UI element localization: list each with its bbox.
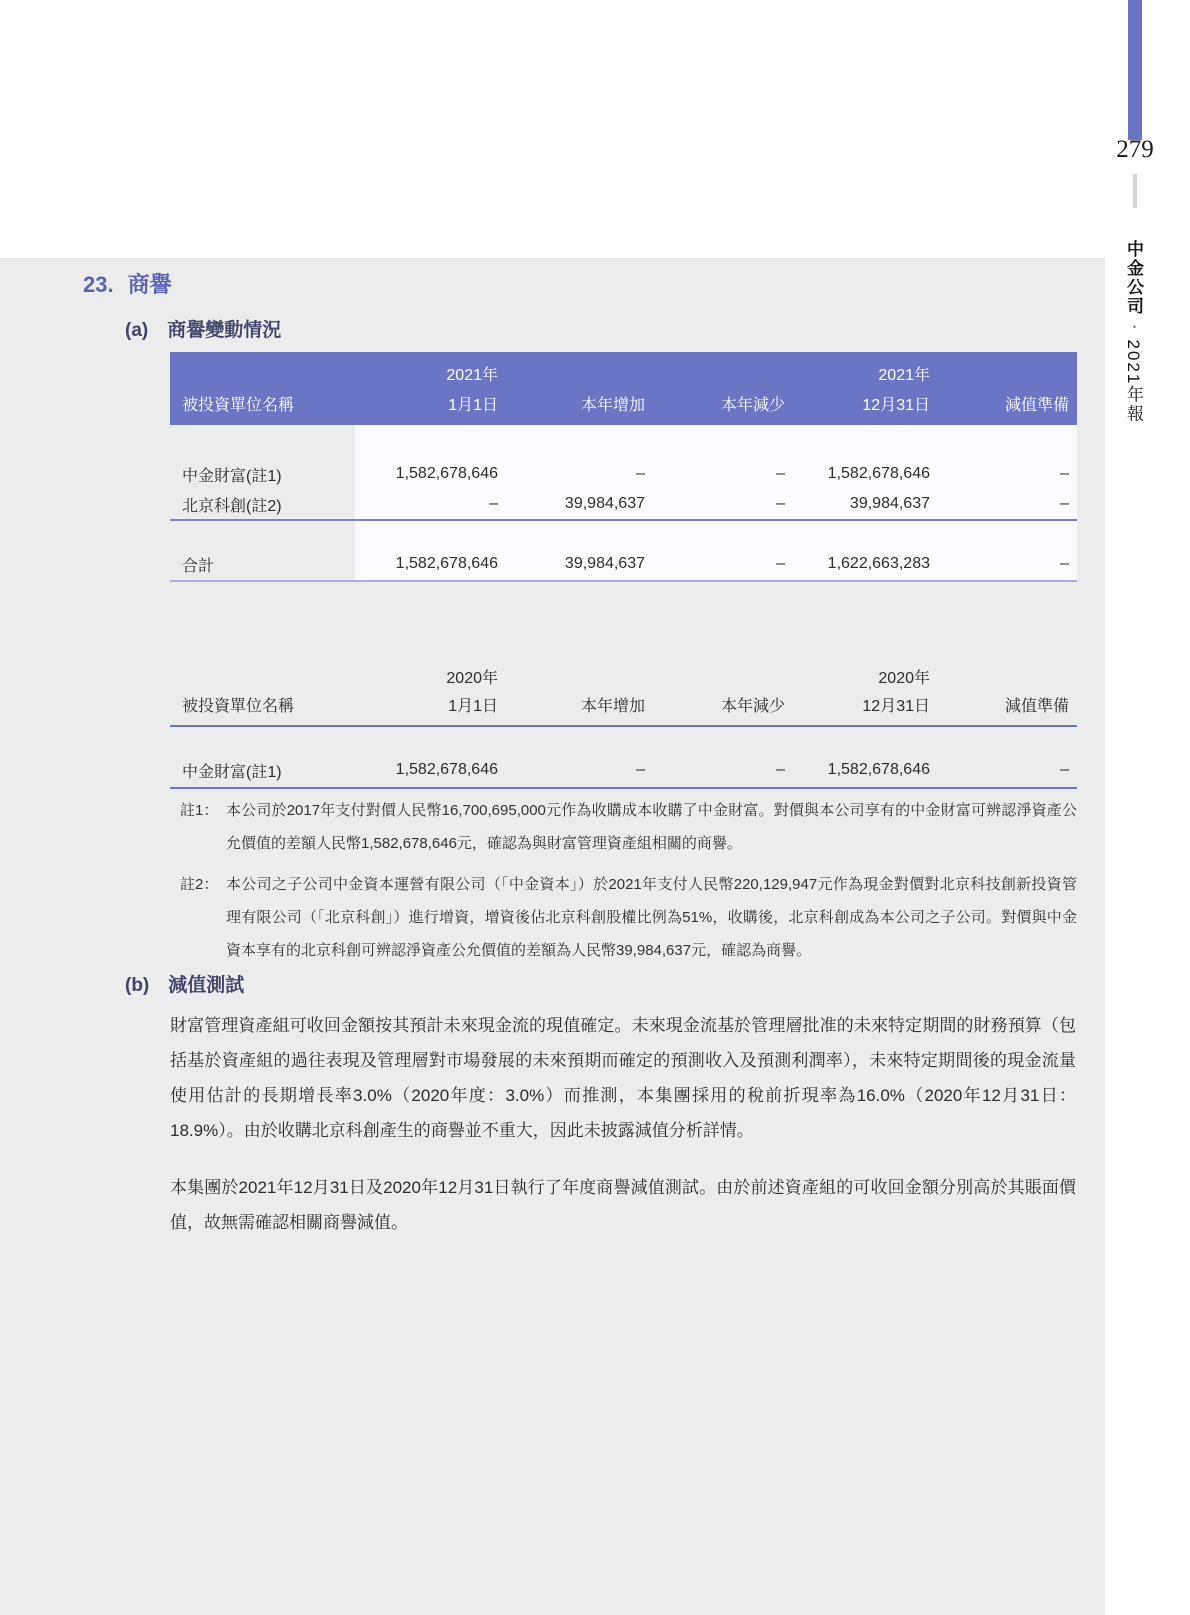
value-increase: – xyxy=(498,459,645,489)
total-impairment: – xyxy=(930,548,1077,581)
footnote-2-text: 本公司之子公司中金資本運營有限公司（「中金資本」）於2021年支付人民幣220,129,947元作為現金對價對北京科技創新投資管理有限公司（「北京科創」）進行增資，增資後佔北京科創股權比例為51%，收購後，北京科創成為本公司之子公司。對價與中金資本享有的北京科創可辨認淨資產公允價值的差額為人民幣39,984,637元，確認為商譽。 xyxy=(226,876,1077,959)
value-increase: – xyxy=(498,753,645,788)
table-2021-header-row xyxy=(170,386,1077,425)
year-label-jan: 2021年 xyxy=(355,352,498,386)
section-title: 商譽 xyxy=(127,272,172,297)
total-label: 合計 xyxy=(170,548,355,581)
footnote-2-label: 註2： xyxy=(180,876,219,893)
value-decrease: – xyxy=(645,489,785,520)
year-label-dec: 2020年 xyxy=(878,670,930,687)
col-header-name: 被投資單位名稱 xyxy=(170,688,355,726)
col-header-jan1: 1月1日 xyxy=(355,386,498,425)
value-decrease: – xyxy=(645,753,785,788)
impairment-conclusion-paragraph: 本集團於2021年12月31日及2020年12月31日執行了年度商譽減值測試。由於前述資產組的可收回金額分別高於其賬面價值，故無需確認相關商譽減值。 xyxy=(170,1178,1076,1232)
col-header-decrease: 本年減少 xyxy=(645,688,785,726)
content-panel xyxy=(0,258,1105,1615)
total-decrease: – xyxy=(645,548,785,581)
col-header-decrease: 本年減少 xyxy=(645,386,785,425)
table-row xyxy=(170,489,1077,520)
impairment-test-paragraph: 財富管理資產組可收回金額按其預計未來現金流的現值確定。未來現金流基於管理層批准的未來特定期間的財務預算（包括基於資產組的過往表現及管理層對市場發展的未來預期而確定的預測收入及預測利潤率），未來特定期間後的現金流量使用估計的長期增長率3.0%（2020年度：3.0%）而推測，本集團採用的稅前折現率為16.0%（2020年12月31日：18.9%）。由於收購北京科創產生的商譽並不重大，因此未披露減值分析詳情。 xyxy=(170,1016,1076,1140)
investee-name: 中金財富(註1) xyxy=(182,467,282,485)
col-header-increase: 本年增加 xyxy=(498,386,645,425)
value-increase: 39,984,637 xyxy=(498,489,645,520)
value-impairment: – xyxy=(930,459,1077,489)
value-jan1: – xyxy=(355,489,498,520)
table-row xyxy=(170,459,1077,489)
footnote-1 xyxy=(180,794,1077,860)
spacer-row xyxy=(170,726,1077,753)
report-year: 2021年報 xyxy=(1124,339,1143,424)
goodwill-table-2020 xyxy=(170,658,1077,789)
table-2020-year-row xyxy=(170,658,1077,688)
year-label-jan: 2020年 xyxy=(446,670,498,687)
total-row xyxy=(170,548,1077,581)
table-2020-header-row xyxy=(170,688,1077,726)
col-header-name: 被投資單位名稱 xyxy=(170,386,355,425)
footnote-2 xyxy=(180,868,1077,967)
value-impairment: – xyxy=(930,489,1077,520)
col-header-dec31: 12月31日 xyxy=(785,688,930,726)
page-number-rule xyxy=(1133,174,1137,208)
col-header-increase: 本年增加 xyxy=(498,688,645,726)
subsection-b-heading xyxy=(125,970,244,997)
table-2021-year-row xyxy=(170,352,1077,386)
subsection-a-label: (a) xyxy=(125,320,149,341)
total-dec31: 1,622,663,283 xyxy=(785,548,930,581)
page-number: 279 xyxy=(1116,136,1154,163)
footnote-1-text: 本公司於2017年支付對價人民幣16,700,695,000元作為收購成本收購了中金財富。對價與本公司享有的中金財富可辨認淨資產公允價值的差額人民幣1,582,678,646元，確認為與財富管理資產組相關的商譽。 xyxy=(226,802,1077,852)
subsection-a-heading xyxy=(125,315,281,342)
section-number: 23. xyxy=(83,272,114,297)
value-impairment: – xyxy=(930,753,1077,788)
section-heading xyxy=(83,268,172,299)
total-increase: 39,984,637 xyxy=(498,548,645,581)
goodwill-table-2021 xyxy=(170,352,1077,582)
col-header-impairment: 減值準備 xyxy=(930,688,1077,726)
total-jan1: 1,582,678,646 xyxy=(355,548,498,581)
company-name: 中金公司 xyxy=(1124,240,1143,316)
separator-dot-icon: • xyxy=(1128,325,1139,331)
table-row xyxy=(170,753,1077,788)
value-dec31: 1,582,678,646 xyxy=(785,459,930,489)
subsection-a-title: 商譽變動情況 xyxy=(167,320,282,341)
col-header-impairment: 減值準備 xyxy=(930,386,1077,425)
subsection-b-label: (b) xyxy=(125,975,150,996)
value-jan1: 1,582,678,646 xyxy=(355,459,498,489)
footnotes xyxy=(180,794,1077,975)
value-decrease: – xyxy=(645,459,785,489)
subsection-b-title: 減值測試 xyxy=(168,975,245,996)
footnote-1-label: 註1： xyxy=(180,802,219,819)
investee-name: 中金財富(註1) xyxy=(170,753,355,788)
col-header-dec31: 12月31日 xyxy=(785,386,930,425)
spacer-row xyxy=(170,425,1077,459)
value-dec31: 39,984,637 xyxy=(785,489,930,520)
year-label-dec: 2021年 xyxy=(785,352,930,386)
sidebar-vertical-caption xyxy=(1121,240,1146,440)
value-jan1: 1,582,678,646 xyxy=(355,753,498,788)
investee-name: 北京科創(註2) xyxy=(170,489,355,520)
value-dec31: 1,582,678,646 xyxy=(785,753,930,788)
col-header-jan1: 1月1日 xyxy=(355,688,498,726)
spacer-row xyxy=(170,520,1077,548)
top-accent-bar xyxy=(1128,0,1142,140)
